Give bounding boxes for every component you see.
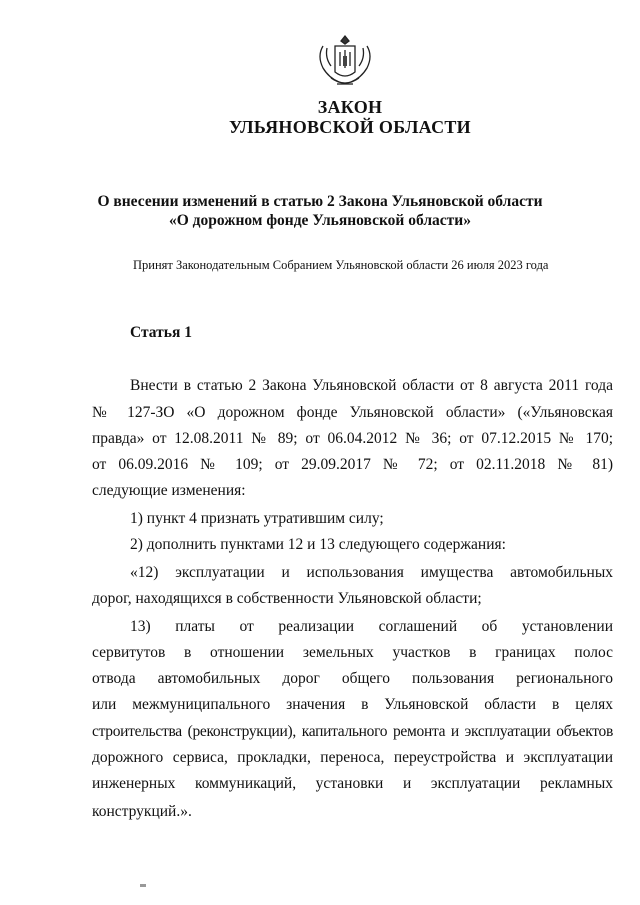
quoted-item-13: инженерных коммуникаций, установки и эксплуатации рекламных <box>92 775 613 792</box>
quoted-item-13: конструкций.». <box>92 803 192 820</box>
article-line: следующие изменения: <box>92 482 246 499</box>
scan-artifact <box>140 884 146 887</box>
quoted-item-13: сервитутов в отношении земельных участков в границах полос <box>92 644 613 661</box>
quoted-item-13: или межмуниципального значения в Ульяновской области в целях <box>92 696 613 713</box>
subject-line-1: О внесении изменений в статью 2 Закона Ульяновской области <box>97 193 543 210</box>
subject-line-2: «О дорожном фонде Ульяновской области» <box>169 212 471 229</box>
law-title-line-2: УЛЬЯНОВСКОЙ ОБЛАСТИ <box>229 117 471 137</box>
article-heading: Статья 1 <box>130 324 192 341</box>
adoption-note: Принят Законодательным Собранием Ульяновской области 26 июля 2023 года <box>133 258 549 272</box>
article-line: № 127-ЗО «О дорожном фонде Ульяновской области» («Ульяновская <box>92 404 613 421</box>
quoted-item-12: «12) эксплуатации и использования имущества автомобильных <box>130 564 613 581</box>
quoted-item-12: дорог, находящихся в собственности Ульяновской области; <box>92 590 482 607</box>
list-item: 2) дополнить пунктами 12 и 13 следующего содержания: <box>130 536 506 553</box>
article-line: правда» от 12.08.2011 № 89; от 06.04.2012 № 36; от 07.12.2015 № 170; <box>92 430 613 447</box>
quoted-item-13: строительства (реконструкции), капитального ремонта и эксплуатации объектов <box>92 723 613 740</box>
quoted-item-13: дорожного сервиса, прокладки, переноса, переустройства и эксплуатации <box>92 749 613 766</box>
quoted-item-13: 13) платы от реализации соглашений об установлении <box>130 618 613 635</box>
article-line: от 06.09.2016 № 109; от 29.09.2017 № 72; от 02.11.2018 № 81) <box>92 456 613 473</box>
coat-of-arms-icon <box>313 32 377 92</box>
article-line: Внести в статью 2 Закона Ульяновской области от 8 августа 2011 года <box>130 377 613 394</box>
quoted-item-13: отвода автомобильных дорог общего пользования регионального <box>92 670 613 687</box>
law-title-line-1: ЗАКОН <box>317 97 383 117</box>
list-item: 1) пункт 4 признать утратившим силу; <box>130 510 384 527</box>
